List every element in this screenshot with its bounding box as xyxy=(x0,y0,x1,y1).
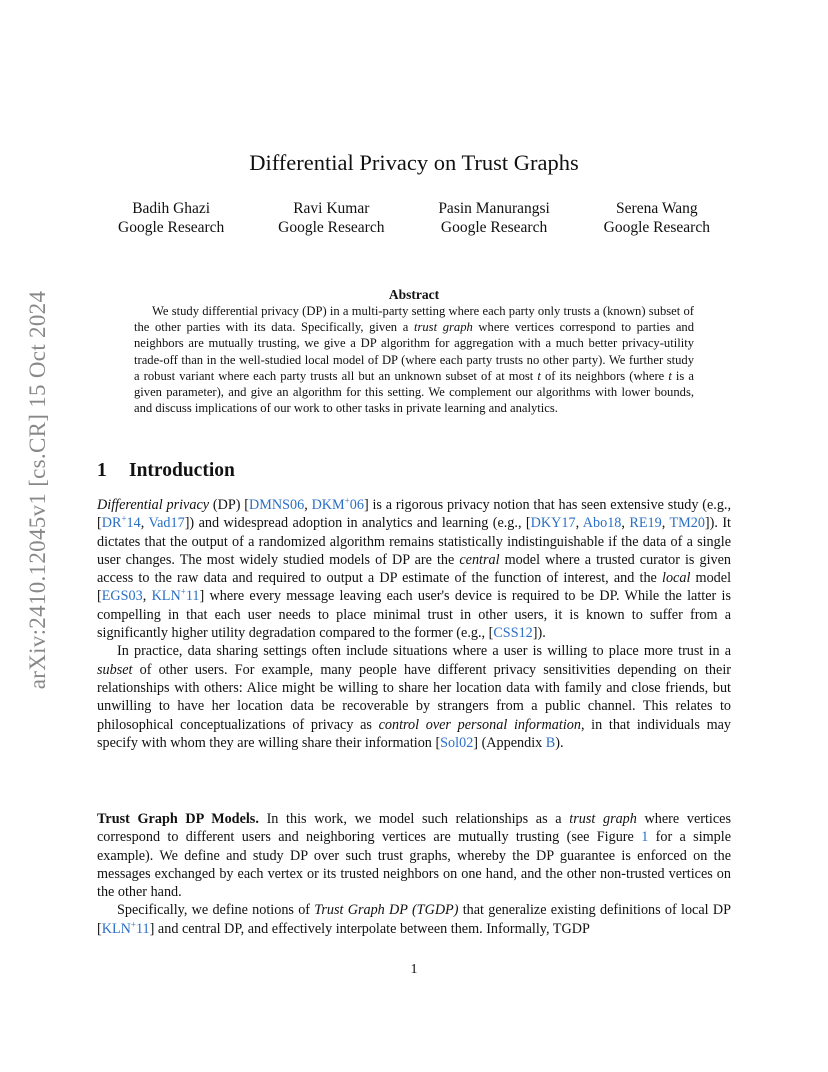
author-block xyxy=(278,199,384,237)
text-run: ]) and widespread adoption in analytics and learning (e.g., [ xyxy=(184,515,531,532)
paragraph xyxy=(97,642,731,752)
text-run: , in that individuals may specify with whom they are willing share their information [ xyxy=(97,716,731,751)
section-title: Introduction xyxy=(129,460,235,481)
text-run: is a given parameter), and give an algorithm for this setting. We complement our algorithms with lower bounds, and discuss implications of our work to other tasks in private learning and analytics. xyxy=(134,368,694,416)
intro-body xyxy=(97,496,731,752)
abstract-heading: Abstract xyxy=(388,287,440,302)
author-name: Badih Ghazi xyxy=(132,200,211,217)
paper-title: Differential Privacy on Trust Graphs xyxy=(249,150,579,175)
emphasis: central xyxy=(459,551,500,568)
citation-link[interactable]: DMNS06 xyxy=(249,497,305,513)
section-number: 1 xyxy=(97,460,107,481)
text-run: In practice, data sharing settings often include situations where a user is willing to place more trust in a xyxy=(117,643,731,660)
text-run: ] where every message leaving each user's device is required to be DP. While the latter is compelling in that each user needs to place minimal trust in other users, it is known to suffer from a significantly higher utility degradation compared to the former (e.g., [ xyxy=(97,588,731,642)
author-name: Pasin Manurangsi xyxy=(438,200,550,217)
author-block xyxy=(604,199,710,237)
citation-link[interactable] xyxy=(102,921,150,937)
author-affiliation: Google Research xyxy=(118,219,225,236)
text-run: ]). It dictates that the output of a randomized algorithm remains statistically indistinguishable if the data of a single user changes. The most widely studied models of DP are the xyxy=(97,515,731,568)
emphasis: local xyxy=(662,570,691,587)
paragraph xyxy=(97,901,731,938)
citation-text: 11 xyxy=(135,920,150,937)
author-affiliation: Google Research xyxy=(278,219,385,236)
appendix-link[interactable]: B xyxy=(545,734,556,751)
author-name: Ravi Kumar xyxy=(293,200,370,217)
text-run: , xyxy=(304,497,312,513)
citation-text: 11 xyxy=(185,588,200,605)
citation-sup: + xyxy=(344,495,350,506)
citation-link[interactable]: CSS12 xyxy=(493,625,533,642)
math-var: t xyxy=(537,368,541,383)
citation-link[interactable]: RE19 xyxy=(629,515,662,532)
text-run: of its neighbors (where xyxy=(540,368,669,383)
text-run: (DP) [ xyxy=(209,497,249,513)
text-run: for a simple example). We define and study DP over such trust graphs, whereby the DP guarantee is enforced on the messages exchanged by each vertex or its trusted neighbors on one hand, and the other non-trusted vertices on the other hand. xyxy=(97,829,732,901)
citation-sup: + xyxy=(121,513,127,524)
arxiv-identifier: arXiv:2410.12045v1 [cs.CR] 15 Oct 2024 xyxy=(25,290,50,690)
citation-text: DKM xyxy=(311,497,345,513)
citation-link[interactable]: EGS03 xyxy=(101,588,143,605)
abstract-paragraph xyxy=(134,303,694,416)
citation-text: 14 xyxy=(126,515,141,532)
text-run: ] is a rigorous privacy notion that has seen extensive study (e.g., [ xyxy=(97,497,732,532)
page-number: 1 xyxy=(410,962,418,977)
figure-link[interactable]: 1 xyxy=(641,829,649,846)
abstract-body xyxy=(134,303,694,416)
emphasis: Differential privacy xyxy=(97,497,210,513)
emphasis: trust graph xyxy=(569,811,637,827)
text-run: where vertices correspond to different users and neighboring vertices are mutually trusting (see Figure xyxy=(97,811,731,846)
author-affiliation: Google Research xyxy=(440,219,548,236)
text-run: We study differential privacy (DP) in a multi-party setting where each party only trusts a (known) subset of the other parties with its data. Specifically, given a xyxy=(134,304,694,335)
text-run: , xyxy=(575,515,583,532)
text-run: ] and central DP, and effectively interpolate between them. Informally, TGDP xyxy=(149,920,590,937)
text-run: ]). xyxy=(532,625,546,642)
text-run: In this work, we model such relationships as a xyxy=(258,811,570,827)
emphasis: control over personal information xyxy=(378,716,581,733)
citation-text: DR xyxy=(101,515,122,532)
author-affiliation: Google Research xyxy=(603,219,710,236)
paragraph xyxy=(97,496,731,642)
citation-link[interactable]: Vad17 xyxy=(148,515,185,532)
paragraph-heading: Trust Graph DP Models. xyxy=(97,811,259,827)
text-run: model where a trusted curator is given access to the raw data and required to output a DP estimate of the function of interest, and the xyxy=(97,551,732,587)
citation-sup: + xyxy=(130,919,136,930)
citation-text: KLN xyxy=(101,920,131,937)
trust-graph-section xyxy=(97,810,731,938)
citation-text: KLN xyxy=(151,588,181,605)
citation-link[interactable] xyxy=(312,497,364,513)
citation-link[interactable]: TM20 xyxy=(669,515,705,532)
citation-link[interactable] xyxy=(102,515,141,531)
text-run: ] (Appendix xyxy=(473,734,546,751)
text-run: , xyxy=(661,515,670,532)
citation-link[interactable]: Abo18 xyxy=(582,515,622,532)
text-run: ). xyxy=(555,734,564,751)
author-list xyxy=(118,199,710,237)
author-block xyxy=(438,199,550,237)
text-run: , xyxy=(142,588,152,605)
text-run: where vertices correspond to parties and neighbors are mutually trusting, we give a DP algorithm for aggregation with a much better privacy-utility trade-off than in the well-studied local model of DP (where each party trusts no other party). We further study a robust variant where each party trusts all but an unknown subset of at most xyxy=(134,320,695,383)
paragraph xyxy=(97,810,731,901)
text-run: model [ xyxy=(97,570,732,605)
citation-link[interactable] xyxy=(152,588,200,604)
emphasis: subset xyxy=(97,661,133,678)
text-run: , xyxy=(621,515,630,532)
text-run: , xyxy=(140,515,149,532)
author-name: Serena Wang xyxy=(616,200,698,217)
text-run: that generalize existing definitions of local DP [ xyxy=(97,902,731,937)
arxiv-stamp xyxy=(18,290,58,690)
text-run: of other users. For example, many people have different privacy sensitivities depending on their relationships with others: Alice might be willing to share her location data with family and close friends, but unwilling to have her location data be recoverable by strangers from a public channel. This relates to philosophical conceptualizations of privacy as xyxy=(97,661,731,733)
section-heading xyxy=(97,460,235,482)
citation-link[interactable]: DKY17 xyxy=(530,515,576,532)
math-var: t xyxy=(668,368,672,383)
citation-link[interactable]: Sol02 xyxy=(440,734,474,751)
emphasis: trust graph xyxy=(413,320,473,335)
emphasis: Trust Graph DP (TGDP) xyxy=(314,902,459,919)
text-run: Specifically, we define notions of xyxy=(117,902,315,919)
citation-text: 06 xyxy=(349,497,364,513)
author-block xyxy=(118,199,224,237)
citation-sup: + xyxy=(180,586,186,597)
